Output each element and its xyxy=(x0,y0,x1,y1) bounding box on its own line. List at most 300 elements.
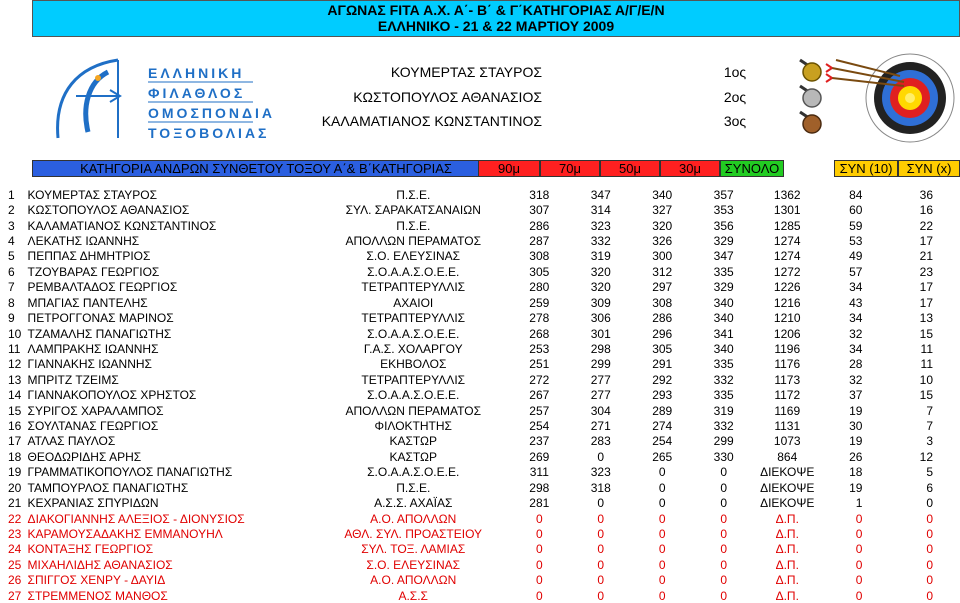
athlete-name: ΜΙΧΑΗΛΙΔΗΣ ΑΘΑΝΑΣΙΟΣ xyxy=(27,557,173,572)
rank-cell: 14 xyxy=(8,388,22,403)
rank-cell: 13 xyxy=(8,372,22,387)
score-90m: 305 xyxy=(529,264,550,279)
x-count: 23 xyxy=(919,264,933,279)
athlete-name: ΑΤΛΑΣ ΠΑΥΛΟΣ xyxy=(27,434,116,449)
gold-medal-icon xyxy=(800,60,821,81)
rank-cell: 5 xyxy=(8,249,15,264)
table-row xyxy=(0,480,942,495)
score-50m: 308 xyxy=(652,295,673,310)
score-30m: 335 xyxy=(713,264,734,279)
score-30m: 0 xyxy=(720,480,728,495)
score-50m: 265 xyxy=(652,449,673,464)
total-score: 1169 xyxy=(774,403,801,418)
rank-cell: 10 xyxy=(8,326,22,341)
score-50m: 291 xyxy=(652,357,673,372)
score-90m: 298 xyxy=(529,480,550,495)
x-count: 0 xyxy=(926,496,933,511)
target-icon xyxy=(866,54,954,142)
winner-3-place: 3ος xyxy=(723,113,747,129)
score-30m: 0 xyxy=(720,465,728,480)
tens-count: 32 xyxy=(849,372,863,387)
score-70m: 271 xyxy=(590,419,611,434)
score-30m: 340 xyxy=(713,311,734,326)
score-70m: 347 xyxy=(590,187,611,202)
header-tens: ΣΥΝ (10) xyxy=(834,160,898,177)
athlete-name: ΡΕΜΒΑΛΤΑΔΟΣ ΓΕΩΡΓΙΟΣ xyxy=(27,280,178,295)
total-score: ΔΙΕΚΟΨΕ xyxy=(760,480,815,495)
tens-count: 34 xyxy=(849,341,863,356)
score-30m: 340 xyxy=(713,295,734,310)
score-50m: 292 xyxy=(652,372,673,387)
x-count: 0 xyxy=(926,542,933,557)
header-70m: 70μ xyxy=(540,160,600,177)
x-count: 11 xyxy=(920,341,933,356)
x-count: 0 xyxy=(926,573,933,588)
athlete-name: ΤΖΑΜΑΛΗΣ ΠΑΝΑΓΙΩΤΗΣ xyxy=(27,326,172,341)
x-count: 7 xyxy=(926,403,933,418)
club-name: ΑΧΑΙΟΙ xyxy=(393,295,434,310)
club-name: Α.Σ.Σ xyxy=(398,588,428,603)
club-name: ΤΕΤΡΑΠΤΕΡΥΛΛΙΣ xyxy=(361,280,466,295)
total-score: 1073 xyxy=(773,434,801,449)
score-90m: 280 xyxy=(529,280,550,295)
club-name: Π.Σ.Ε. xyxy=(396,187,431,202)
total-score: 1216 xyxy=(773,295,801,310)
rank-cell: 23 xyxy=(8,526,22,541)
score-90m: 281 xyxy=(529,496,550,511)
total-score: 1210 xyxy=(773,311,801,326)
winner-2-name: ΚΩΣΤΟΠΟΥΛΟΣ ΑΘΑΝΑΣΙΟΣ xyxy=(353,89,542,105)
club-name: ΚΑΣΤΩΡ xyxy=(389,434,437,449)
tens-count: 57 xyxy=(849,264,863,279)
table-row xyxy=(0,187,942,202)
table-row xyxy=(0,557,942,572)
table-row xyxy=(0,387,942,402)
tens-count: 32 xyxy=(849,326,863,341)
tens-count: 0 xyxy=(855,557,863,572)
score-90m: 311 xyxy=(529,465,549,480)
club-name: Σ.Ο. ΕΛΕΥΣΙΝΑΣ xyxy=(366,557,461,572)
title-band xyxy=(32,0,960,37)
table-row xyxy=(0,326,942,341)
score-70m: 0 xyxy=(597,526,605,541)
score-50m: 274 xyxy=(652,419,673,434)
athlete-name: ΤΖΟΥΒΑΡΑΣ ΓΕΩΡΓΙΟΣ xyxy=(27,264,160,279)
tens-count: 19 xyxy=(849,480,863,495)
score-30m: 335 xyxy=(713,357,734,372)
score-90m: 318 xyxy=(529,187,550,202)
score-70m: 277 xyxy=(590,372,611,387)
table-row xyxy=(0,249,942,264)
event-title: ΑΓΩΝΑΣ FITA Α.Χ. Α΄- Β΄ & Γ΄ΚΑΤΗΓΟΡΙΑΣ Α/Γ/Ε/Ν xyxy=(327,2,665,18)
total-score: Δ.Π. xyxy=(775,573,799,588)
x-count: 16 xyxy=(919,203,933,218)
rank-cell: 26 xyxy=(8,573,22,588)
athlete-name: ΠΕΠΠΑΣ ΔΗΜΗΤΡΙΟΣ xyxy=(27,249,151,264)
total-score: 1206 xyxy=(773,326,801,341)
athlete-name: ΣΤΡΕΜΜΕΝΟΣ ΜΑΝΘΟΣ xyxy=(27,588,168,603)
rank-cell: 12 xyxy=(8,357,22,372)
club-name: Σ.Ο.Α.Α.Σ.Ο.Ε.Ε. xyxy=(367,326,460,341)
score-50m: 300 xyxy=(652,249,673,264)
logo-line-1: ΕΛΛΗΝΙΚΗ xyxy=(148,65,245,81)
score-90m: 259 xyxy=(529,295,550,310)
rank-cell: 19 xyxy=(8,465,22,480)
rank-cell: 7 xyxy=(8,280,15,295)
club-name: Σ.Ο.Α.Α.Σ.Ο.Ε.Ε. xyxy=(367,465,460,480)
score-90m: 268 xyxy=(529,326,550,341)
club-name: ΤΕΤΡΑΠΤΕΡΥΛΛΙΣ xyxy=(361,372,466,387)
club-name: Α.Σ.Σ. ΑΧΑΪΑΣ xyxy=(374,496,453,511)
x-count: 11 xyxy=(920,357,933,372)
athlete-name: ΣΟΥΛΤΑΝΑΣ ΓΕΩΡΓΙΟΣ xyxy=(27,419,159,434)
tens-count: 30 xyxy=(849,419,863,434)
score-90m: 254 xyxy=(529,419,550,434)
rank-cell: 6 xyxy=(8,264,15,279)
score-30m: 0 xyxy=(720,511,728,526)
logo-line-4: ΤΟΞΟΒΟΛΙΑΣ xyxy=(148,125,270,141)
table-row xyxy=(0,202,942,217)
score-50m: 340 xyxy=(652,187,673,202)
tens-count: 53 xyxy=(849,233,863,248)
table-row xyxy=(0,449,942,464)
rank-cell: 25 xyxy=(8,557,22,572)
results-table xyxy=(0,187,942,603)
score-30m: 357 xyxy=(713,187,734,202)
x-count: 15 xyxy=(919,388,933,403)
score-50m: 0 xyxy=(658,588,666,603)
score-50m: 289 xyxy=(652,403,673,418)
score-30m: 329 xyxy=(713,233,734,248)
score-50m: 312 xyxy=(652,264,673,279)
rank-cell: 9 xyxy=(8,311,15,326)
score-90m: 253 xyxy=(529,341,550,356)
tens-count: 1 xyxy=(855,496,863,511)
score-30m: 0 xyxy=(720,496,728,511)
total-score: Δ.Π. xyxy=(775,557,799,572)
club-name: ΤΕΤΡΑΠΤΕΡΥΛΛΙΣ xyxy=(361,311,466,326)
athlete-name: ΔΙΑΚΟΓΙΑΝΝΗΣ ΑΛΕΞΙΟΣ - ΔΙΟΝΥΣΙΟΣ xyxy=(27,511,245,526)
table-row xyxy=(0,526,942,541)
score-70m: 299 xyxy=(590,357,611,372)
tens-count: 18 xyxy=(849,465,863,480)
score-90m: 0 xyxy=(535,511,543,526)
total-score: Δ.Π. xyxy=(775,542,799,557)
score-30m: 332 xyxy=(713,419,734,434)
score-70m: 0 xyxy=(597,557,605,572)
table-row xyxy=(0,233,942,248)
header-90m: 90μ xyxy=(478,160,540,177)
score-50m: 286 xyxy=(652,311,673,326)
score-70m: 0 xyxy=(597,588,605,603)
x-count: 13 xyxy=(919,311,933,326)
score-50m: 326 xyxy=(652,233,673,248)
x-count: 6 xyxy=(926,480,933,495)
score-50m: 320 xyxy=(652,218,673,233)
tens-count: 19 xyxy=(849,403,863,418)
header-x: ΣΥΝ (x) xyxy=(898,160,960,177)
winner-3-name: ΚΑΛΑΜΑΤΙΑΝΟΣ ΚΩΝΣΤΑΝΤΙΝΟΣ xyxy=(321,113,542,129)
tens-count: 84 xyxy=(849,187,863,202)
logo-line-3: ΟΜΟΣΠΟΝΔΙΑ xyxy=(148,105,276,121)
athlete-name: ΚΑΛΑΜΑΤΙΑΝΟΣ ΚΩΝΣΤΑΝΤΙΝΟΣ xyxy=(27,218,217,233)
table-row xyxy=(0,495,942,510)
score-30m: 0 xyxy=(720,557,728,572)
score-70m: 320 xyxy=(590,280,611,295)
total-score: 1362 xyxy=(773,187,801,202)
club-name: Π.Σ.Ε. xyxy=(396,218,431,233)
score-90m: 0 xyxy=(535,588,543,603)
score-30m: 0 xyxy=(720,526,728,541)
category-header: ΚΑΤΗΓΟΡΙΑ ΑΝΔΡΩΝ ΣΥΝΘΕΤΟΥ ΤΟΞΟΥ Α΄& Β΄ΚΑΤΗΓΟΡΙΑΣ xyxy=(32,160,500,177)
total-score: 1176 xyxy=(774,357,801,372)
athlete-name: ΛΕΚΑΤΗΣ ΙΩΑΝΝΗΣ xyxy=(27,233,140,248)
score-90m: 286 xyxy=(529,218,550,233)
total-score: 864 xyxy=(777,449,798,464)
score-90m: 269 xyxy=(529,449,550,464)
x-count: 21 xyxy=(919,249,933,264)
table-row xyxy=(0,280,942,295)
tens-count: 19 xyxy=(849,434,863,449)
score-70m: 0 xyxy=(597,449,605,464)
score-70m: 320 xyxy=(590,264,611,279)
club-name: Σ.Ο.Α.Α.Σ.Ο.Ε.Ε. xyxy=(367,264,460,279)
athlete-name: ΠΕΤΡΟΓΓΟΝΑΣ ΜΑΡΙΝΟΣ xyxy=(27,311,174,326)
rank-cell: 24 xyxy=(8,542,22,557)
score-50m: 0 xyxy=(658,496,666,511)
x-count: 15 xyxy=(919,326,933,341)
total-score: 1172 xyxy=(774,388,801,403)
club-name: Σ.Ο.Α.Α.Σ.Ο.Ε.Ε. xyxy=(367,388,460,403)
x-count: 17 xyxy=(919,280,933,295)
rank-cell: 15 xyxy=(8,403,22,418)
score-70m: 323 xyxy=(590,465,611,480)
rank-cell: 20 xyxy=(8,480,22,495)
tens-count: 0 xyxy=(855,526,863,541)
score-70m: 304 xyxy=(590,403,611,418)
table-row xyxy=(0,542,942,557)
score-50m: 293 xyxy=(652,388,673,403)
score-90m: 0 xyxy=(535,526,543,541)
x-count: 0 xyxy=(926,526,933,541)
total-score: 1301 xyxy=(773,203,801,218)
x-count: 5 xyxy=(926,465,933,480)
club-name: ΑΠΟΛΛΩΝ ΠΕΡΑΜΑΤΟΣ xyxy=(345,233,482,248)
tens-count: 43 xyxy=(849,295,863,310)
total-score: 1272 xyxy=(773,264,801,279)
score-30m: 340 xyxy=(713,341,734,356)
x-count: 12 xyxy=(919,449,933,464)
score-50m: 297 xyxy=(652,280,673,295)
score-50m: 305 xyxy=(652,341,673,356)
score-30m: 319 xyxy=(713,403,734,418)
header-50m: 50μ xyxy=(600,160,660,177)
tens-count: 34 xyxy=(849,311,863,326)
x-count: 17 xyxy=(919,233,933,248)
athlete-name: ΚΟΝΤΑΞΗΣ ΓΕΩΡΓΙΟΣ xyxy=(27,542,154,557)
score-90m: 251 xyxy=(529,357,550,372)
score-70m: 283 xyxy=(590,434,611,449)
athlete-name: ΓΡΑΜΜΑΤΙΚΟΠΟΥΛΟΣ ΠΑΝΑΓΙΩΤΗΣ xyxy=(27,465,233,480)
score-70m: 332 xyxy=(590,233,611,248)
table-row xyxy=(0,403,942,418)
club-name: Γ.Α.Σ. ΧΟΛΑΡΓΟΥ xyxy=(363,341,463,356)
athlete-name: ΜΠΑΓΙΑΣ ΠΑΝΤΕΛΗΣ xyxy=(27,295,148,310)
tens-count: 28 xyxy=(849,357,863,372)
score-50m: 0 xyxy=(658,511,666,526)
table-row xyxy=(0,295,942,310)
athlete-name: ΚΕΧΡΑΝΙΑΣ ΣΠΥΡΙΔΩΝ xyxy=(27,496,159,511)
club-name: Α.Ο. ΑΠΟΛΛΩΝ xyxy=(370,511,457,526)
score-30m: 335 xyxy=(713,388,734,403)
total-score: 1173 xyxy=(774,372,801,387)
rank-cell: 16 xyxy=(8,419,22,434)
score-30m: 341 xyxy=(713,326,734,341)
club-name: ΑΘΛ. ΣΥΛ. ΠΡΟΑΣΤΕΙΟΥ xyxy=(344,526,483,541)
total-score: Δ.Π. xyxy=(775,588,799,603)
athlete-name: ΚΟΥΜΕΡΤΑΣ ΣΤΑΥΡΟΣ xyxy=(27,187,158,202)
score-90m: 287 xyxy=(529,233,550,248)
score-90m: 278 xyxy=(529,311,550,326)
score-70m: 277 xyxy=(590,388,611,403)
score-50m: 0 xyxy=(658,526,666,541)
winner-1-name: ΚΟΥΜΕΡΤΑΣ ΣΤΑΥΡΟΣ xyxy=(390,64,542,80)
club-name: ΣΥΛ. ΤΟΞ. ΛΑΜΙΑΣ xyxy=(361,542,466,557)
medals-target-icon xyxy=(792,46,960,150)
score-90m: 267 xyxy=(529,388,550,403)
table-row xyxy=(0,218,942,233)
rank-cell: 8 xyxy=(8,295,15,310)
total-score: ΔΙΕΚΟΨΕ xyxy=(760,465,815,480)
score-90m: 307 xyxy=(529,203,550,218)
athlete-name: ΣΠΙΓΓΟΣ ΧΕΝΡΥ - ΔΑΥΙΔ xyxy=(27,573,166,588)
athlete-name: ΛΑΜΠΡΑΚΗΣ ΙΩΑΝΝΗΣ xyxy=(27,341,159,356)
x-count: 3 xyxy=(926,434,933,449)
table-row xyxy=(0,418,942,433)
athlete-name: ΚΑΡΑΜΟΥΣΑΔΑΚΗΣ ΕΜΜΑΝΟΥΗΛ xyxy=(27,526,223,541)
score-30m: 330 xyxy=(713,449,734,464)
score-30m: 353 xyxy=(713,203,734,218)
federation-logo xyxy=(48,52,276,142)
x-count: 22 xyxy=(919,218,933,233)
table-row xyxy=(0,434,942,449)
archer-emblem-icon xyxy=(58,60,120,138)
x-count: 10 xyxy=(919,372,933,387)
event-date: ΕΛΛΗΝΙΚΟ - 21 & 22 ΜΑΡΤΙΟΥ 2009 xyxy=(377,18,615,34)
tens-count: 60 xyxy=(849,203,863,218)
rank-cell: 22 xyxy=(8,511,22,526)
rank-cell: 21 xyxy=(8,496,22,511)
table-row xyxy=(0,264,942,279)
rank-cell: 4 xyxy=(8,233,15,248)
score-50m: 296 xyxy=(652,326,673,341)
total-score: 1196 xyxy=(774,341,801,356)
score-70m: 0 xyxy=(597,511,605,526)
tens-count: 37 xyxy=(849,388,863,403)
total-score: Δ.Π. xyxy=(775,526,799,541)
score-30m: 347 xyxy=(713,249,734,264)
athlete-name: ΓΙΑΝΝΑΚΟΠΟΥΛΟΣ ΧΡΗΣΤΟΣ xyxy=(27,388,197,403)
score-50m: 0 xyxy=(658,465,666,480)
athlete-name: ΜΠΡΙΤΖ ΤΖΕΙΜΣ xyxy=(27,372,119,387)
rank-cell: 17 xyxy=(8,434,22,449)
x-count: 17 xyxy=(919,295,933,310)
x-count: 36 xyxy=(919,187,933,202)
score-70m: 301 xyxy=(590,326,611,341)
header-30m: 30μ xyxy=(660,160,720,177)
club-name: Π.Σ.Ε. xyxy=(396,480,431,495)
club-name: Σ.Ο. ΕΛΕΥΣΙΝΑΣ xyxy=(366,249,461,264)
header-total: ΣΥΝΟΛΟ xyxy=(720,160,784,177)
score-70m: 309 xyxy=(590,295,611,310)
score-70m: 318 xyxy=(590,480,611,495)
tens-count: 59 xyxy=(849,218,863,233)
table-row xyxy=(0,588,942,603)
score-90m: 0 xyxy=(535,557,543,572)
rank-cell: 27 xyxy=(8,588,22,603)
score-70m: 0 xyxy=(597,542,605,557)
x-count: 0 xyxy=(926,588,933,603)
score-70m: 314 xyxy=(590,203,611,218)
rank-cell: 18 xyxy=(8,449,22,464)
logo-line-2: ΦΙΛΑΘΛΟΣ xyxy=(148,85,246,101)
rank-cell: 11 xyxy=(8,341,21,356)
bronze-medal-icon xyxy=(800,112,821,133)
score-50m: 0 xyxy=(658,480,666,495)
score-50m: 327 xyxy=(652,203,673,218)
score-70m: 0 xyxy=(597,496,605,511)
total-score: 1226 xyxy=(773,280,801,295)
tens-count: 0 xyxy=(855,573,863,588)
x-count: 7 xyxy=(926,419,933,434)
total-score: 1131 xyxy=(774,419,801,434)
score-30m: 356 xyxy=(713,218,734,233)
score-90m: 237 xyxy=(529,434,550,449)
score-90m: 272 xyxy=(529,372,550,387)
rank-cell: 2 xyxy=(8,203,15,218)
athlete-name: ΓΙΑΝΝΑΚΗΣ ΙΩΑΝΝΗΣ xyxy=(27,357,152,372)
table-row xyxy=(0,511,942,526)
tens-count: 0 xyxy=(855,511,863,526)
results-body xyxy=(0,187,942,603)
tens-count: 49 xyxy=(849,249,863,264)
athlete-name: ΤΑΜΠΟΥΡΛΟΣ ΠΑΝΑΓΙΩΤΗΣ xyxy=(27,480,189,495)
score-70m: 323 xyxy=(590,218,611,233)
tens-count: 26 xyxy=(849,449,863,464)
athlete-name: ΘΕΟΔΩΡΙΔΗΣ ΑΡΗΣ xyxy=(27,449,142,464)
table-row xyxy=(0,465,942,480)
score-70m: 319 xyxy=(590,249,611,264)
score-30m: 329 xyxy=(713,280,734,295)
score-90m: 0 xyxy=(535,573,543,588)
silver-medal-icon xyxy=(800,86,821,107)
tens-count: 34 xyxy=(849,280,863,295)
athlete-name: ΣΥΡΙΓΟΣ ΧΑΡΑΛΑΜΠΟΣ xyxy=(27,403,164,418)
score-90m: 0 xyxy=(535,542,543,557)
total-score: Δ.Π. xyxy=(775,511,799,526)
score-70m: 306 xyxy=(590,311,611,326)
athlete-name: ΚΩΣΤΟΠΟΥΛΟΣ ΑΘΑΝΑΣΙΟΣ xyxy=(27,203,190,218)
score-30m: 0 xyxy=(720,588,728,603)
table-row xyxy=(0,310,942,325)
score-50m: 0 xyxy=(658,542,666,557)
club-name: Α.Ο. ΑΠΟΛΛΩΝ xyxy=(370,573,457,588)
winner-1-place: 1ος xyxy=(723,64,747,80)
score-50m: 0 xyxy=(658,573,666,588)
x-count: 0 xyxy=(926,557,933,572)
club-name: ΚΑΣΤΩΡ xyxy=(389,449,437,464)
score-50m: 0 xyxy=(658,557,666,572)
